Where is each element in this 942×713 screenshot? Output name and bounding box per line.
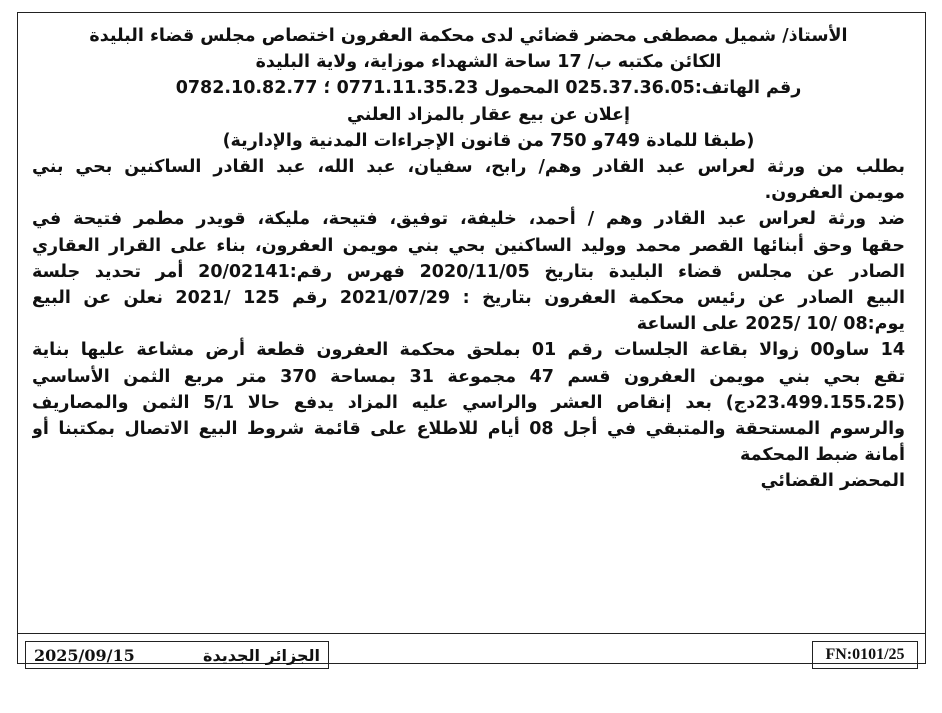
file-number: FN:0101/25	[825, 646, 905, 663]
sale-date-line: يوم:08 /10 /2025 على الساعة	[636, 314, 905, 335]
office-address-line: الكائن مكتبه ب/ 17 ساحة الشهداء موزاية، ولاية البليدة	[255, 52, 722, 73]
claimants-line-1: بطلب من ورثة لعراس عبد القادر وهم/ رابح، سفيان، عبد الله، عبد القادر الساكنين بحي بني	[32, 157, 905, 178]
property-description-line: تقع بحي بني مويمن العفرون قسم 47 مجموعة 31 بمساحة 370 متر مربع الثمن الأساسي	[32, 366, 905, 387]
base-price-line: (23.499.155.25دج) بعد إنقاص العشر والراسي عليه المزاد يدفع حالا 5/1 الثمن والمصاريف	[32, 392, 905, 413]
sale-order-line: البيع الصادر عن رئيس محكمة العفرون بتاريخ : 2021/07/29 رقم 125 /2021 نعلن عن البيع	[32, 288, 905, 309]
court-registry-line: أمانة ضبط المحكمة	[739, 445, 905, 466]
publication-date: 2025/09/15	[34, 645, 135, 665]
sale-venue-line: 14 ساو00 زوالا بقاعة الجلسات رقم 01 بملحق محكمة العفرون قطعة أرض مشاعة عليها بناية	[32, 340, 905, 361]
newspaper-name: الجزائر الجديدة	[203, 645, 320, 665]
notice-title: إعلان عن بيع عقار بالمزاد العلني	[347, 104, 630, 125]
legal-notice-box	[17, 12, 926, 664]
defendants-line-2: حقها وحق أبنائها القصر محمد ووليد الساكنين بحي بني مويمن العفرون، بناء على القرار العقاري	[32, 235, 905, 256]
publication-box	[25, 641, 329, 669]
footer-divider	[18, 633, 925, 634]
notice-body	[32, 23, 905, 495]
defendants-line-1: ضد ورثة لعراس عبد القادر وهم / أحمد، خليفة، توفيق، فتيحة، مليكة، قويدر مطمر فتيحة في	[32, 209, 905, 230]
signature-line: المحضر القضائي	[760, 471, 905, 492]
phone-numbers-line: رقم الهاتف:025.37.36.05 المحمول 0771.11.35.23 ؛ 0782.10.82.77	[175, 78, 802, 99]
payment-terms-line: والرسوم المستحقة والمتبقي في أجل 08 أيام للاطلاع على قائمة شروط البيع الاتصال بمكتبنا أو	[32, 419, 905, 440]
legal-basis-line: (طبقا للمادة 749و 750 من قانون الإجراءات المدنية والإدارية)	[222, 130, 755, 151]
bailiff-header-line: الأستاذ/ شميل مصطفى محضر قضائي لدى محكمة العفرون اختصاص مجلس قضاء البليدة	[89, 26, 848, 46]
file-number-box	[812, 641, 918, 669]
court-decision-line: الصادر عن مجلس قضاء البليدة بتاريخ 2020/11/05 فهرس رقم:20/02141 أمر تحديد جلسة	[32, 261, 905, 282]
claimants-line-2: مويمن العفرون.	[764, 183, 905, 204]
